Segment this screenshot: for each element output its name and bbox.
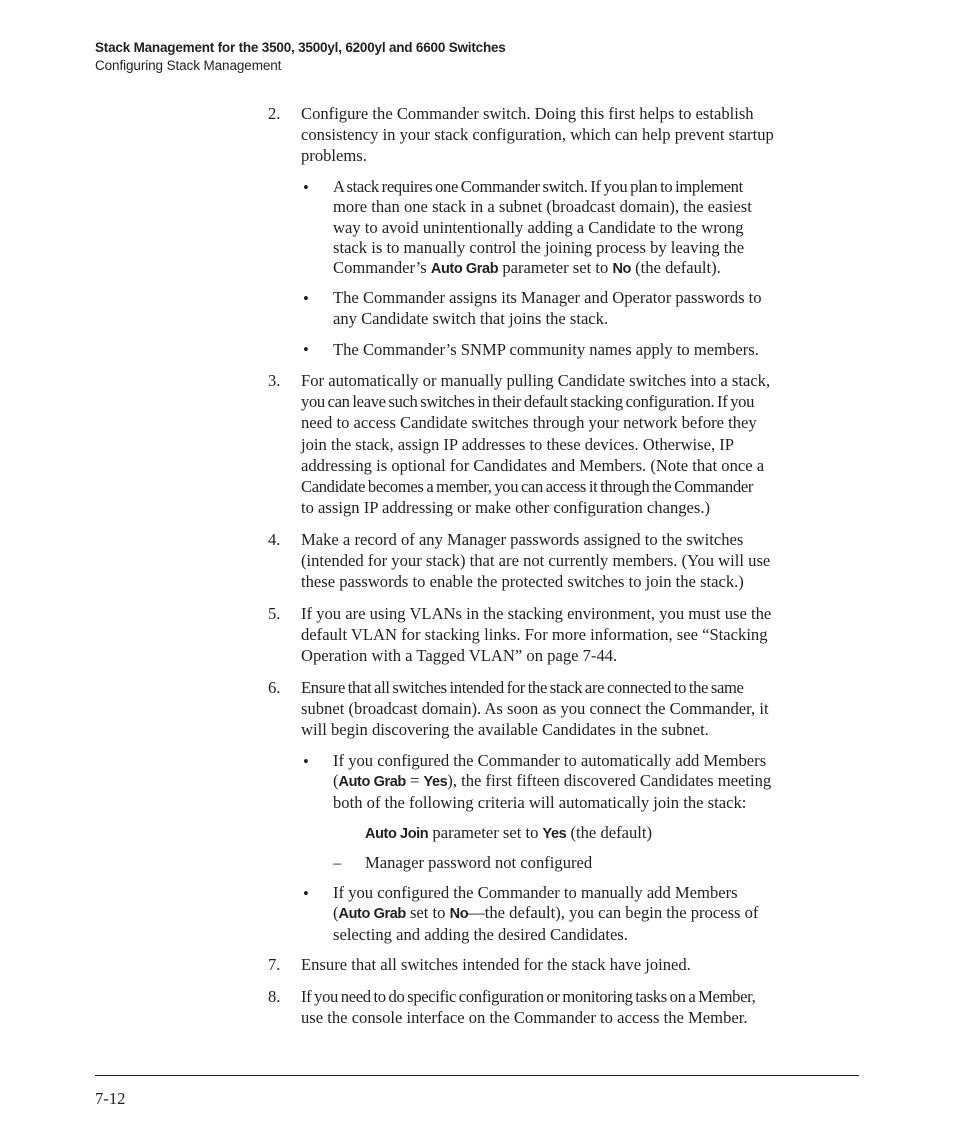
- step-7-text: Ensure that all switches intended for the stack have joined.: [301, 955, 691, 974]
- dash-icon: –: [333, 853, 342, 872]
- step-2-bullet-1: A stack requires one Commander switch. If you plan to implement more than one stack in a subnet (broadcast domain), the easiest way to avoid unintentionally adding a Candidate to the wrong stack is to manually control the joining process by leaving the Commander’s Auto Grab parameter set to No (the default).: [333, 177, 752, 278]
- keyword-auto-grab: Auto Grab: [430, 261, 499, 278]
- keyword-auto-grab: Auto Grab: [338, 774, 406, 791]
- step-6-text: Ensure that all switches intended for the stack are connected to the same subnet (broadcast domain). As soon as you connect the Commander, it will begin discovering the available Candidates in the subnet.: [301, 678, 769, 740]
- bullet-icon: •: [303, 289, 309, 308]
- step-number: 7.: [268, 955, 281, 974]
- keyword-auto-grab: Auto Grab: [338, 906, 406, 923]
- step-2-bullet-2: The Commander assigns its Manager and Operator passwords to any Candidate switch that joins the stack.: [333, 288, 762, 328]
- step-number: 2.: [268, 104, 281, 123]
- step-5-text: If you are using VLANs in the stacking environment, you must use the default VLAN for stacking links. For more information, see “Stacking Operation with a Tagged VLAN” on page 7-44.: [301, 604, 772, 666]
- keyword-no: No: [449, 906, 469, 923]
- step-2-bullet-3: The Commander’s SNMP community names apply to members.: [333, 340, 759, 359]
- keyword-yes: Yes: [423, 774, 448, 791]
- running-header-subtitle: Configuring Stack Management: [95, 58, 282, 73]
- step-8-text: If you need to do specific configuration or monitoring tasks on a Member, use the console interface on the Commander to access the Member.: [301, 987, 756, 1028]
- bullet-icon: •: [303, 340, 309, 359]
- step-number: 8.: [268, 987, 281, 1006]
- step-4-text: Make a record of any Manager passwords assigned to the switches (intended for your stack) that are not currently members. (You will use these passwords to enable the protected switches to join the stack.): [301, 530, 771, 592]
- criteria-manager-password: Manager password not configured: [365, 853, 593, 872]
- step-6-bullet-2: If you configured the Commander to manually add Members (Auto Grab set to No—the default), you can begin the process of selecting and adding the desired Candidates.: [333, 883, 759, 944]
- criteria-auto-join: Auto Join parameter set to Yes (the default): [365, 823, 653, 842]
- bullet-icon: •: [303, 752, 309, 771]
- bullet-icon: •: [303, 178, 309, 197]
- keyword-auto-join: Auto Join: [365, 826, 429, 842]
- step-number: 6.: [268, 678, 281, 697]
- step-number: 4.: [268, 530, 281, 549]
- step-6-bullet-1: If you configured the Commander to automatically add Members (Auto Grab = Yes), the first fifteen discovered Candidates meeting both of the following criteria will automatically join the stack:: [333, 751, 772, 812]
- footer-rule: [95, 1075, 859, 1076]
- bullet-icon: •: [303, 884, 309, 903]
- running-header-title: Stack Management for the 3500, 3500yl, 6200yl and 6600 Switches: [95, 40, 506, 55]
- step-number: 5.: [268, 604, 281, 623]
- step-2-text: Configure the Commander switch. Doing this first helps to establish consistency in your stack configuration, which can help prevent startup problems.: [301, 104, 774, 166]
- keyword-no: No: [612, 261, 631, 278]
- step-number: 3.: [268, 371, 281, 390]
- page-number: 7-12: [95, 1089, 126, 1108]
- keyword-yes: Yes: [542, 826, 567, 842]
- step-3-text: For automatically or manually pulling Candidate switches into a stack, you can leave such switches in their default stacking configuration. If you need to access Candidate switches through your network before they join the stack, assign IP addresses to these devices. Otherwise, IP addressing is optional for Candidates and Members. (Note that once a Candidate becomes a member, you can access it through the Commander to assign IP addressing or make other configuration changes.): [301, 371, 771, 518]
